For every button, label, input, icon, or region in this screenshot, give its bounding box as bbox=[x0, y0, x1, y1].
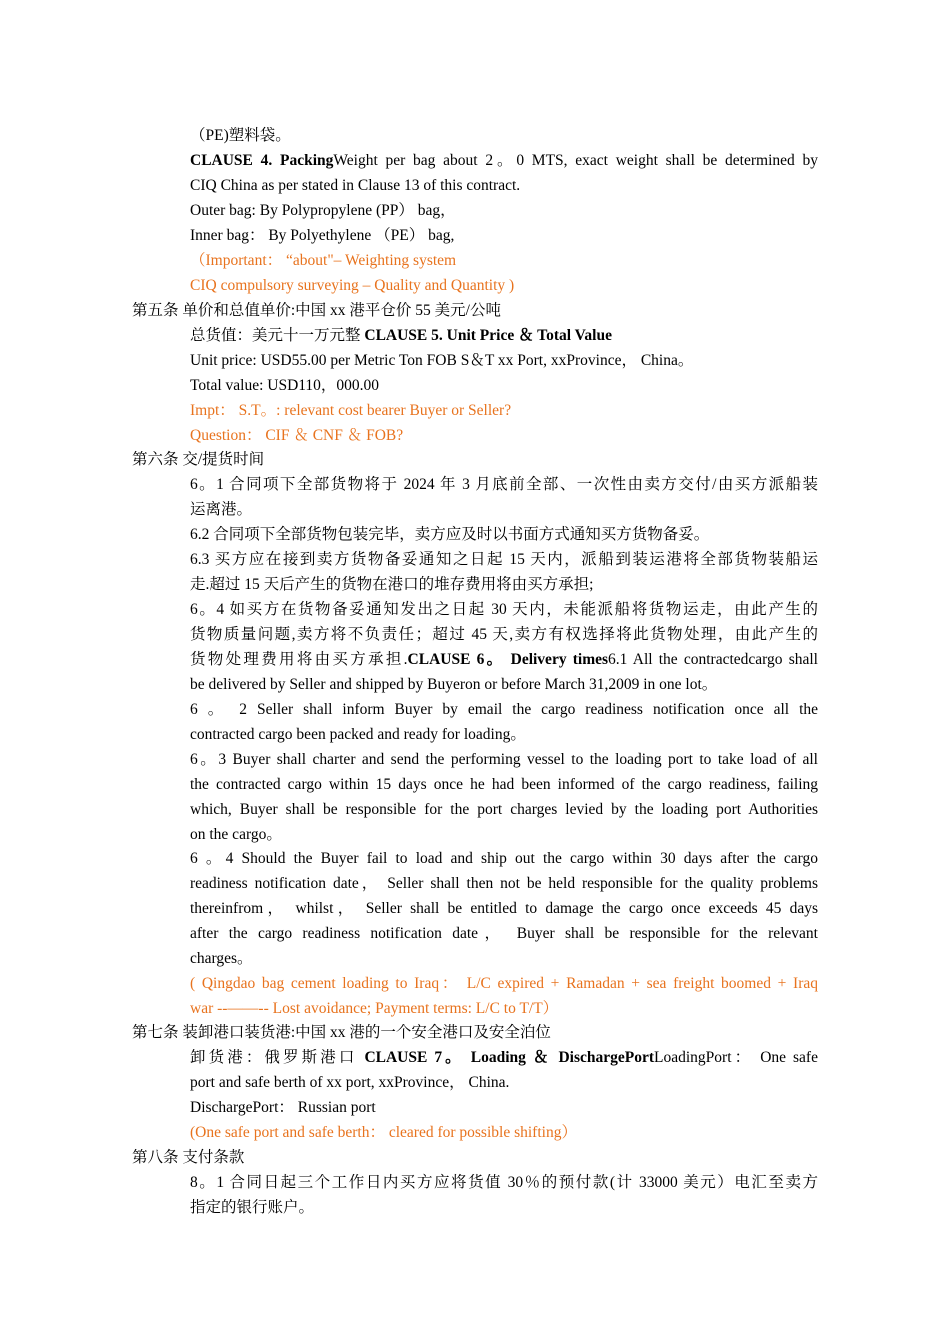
note-line: war --——-- Lost avoidance; Payment terms: L/C to T/T） bbox=[190, 1000, 559, 1017]
text-span: 货物处理费用将由买方承担. bbox=[190, 651, 408, 668]
clause-heading: CLAUSE 6。 Delivery times bbox=[407, 651, 609, 668]
text-line: after the cargo readiness notification date， Buyer shall be responsible for the relevant bbox=[190, 925, 818, 942]
clause-heading: CLAUSE 5. Unit Price ＆ Total Value bbox=[364, 327, 612, 344]
text-line bbox=[190, 323, 818, 348]
text-line: 6 。 2 Seller shall inform Buyer by email the cargo readiness notification once all the bbox=[190, 701, 818, 718]
note-line: (One safe port and safe berth： cleared for possible shifting） bbox=[190, 1124, 577, 1141]
text-line: Outer bag: By Polypropylene (PP） bag， bbox=[190, 202, 456, 219]
text-line: Total value: USD110，000.00 bbox=[190, 377, 380, 394]
note-line: ( Qingdao bag cement loading to Iraq： L/C expired + Ramadan + sea freight boomed + Iraq bbox=[190, 975, 818, 992]
text-line: readiness notification date， Seller shall then not be held responsible for the quality problems bbox=[190, 875, 818, 892]
text-line: 6。3 Buyer shall charter and send the performing vessel to the loading port to take load of all bbox=[190, 751, 818, 768]
text-line: 6。4 如买方在货物备妥通知发出之日起 30 天内，未能派船将货物运走，由此产生的 bbox=[190, 601, 818, 618]
text-line bbox=[190, 1045, 818, 1070]
text-line: 6 。4 Should the Buyer fail to load and ship out the cargo within 30 days after the cargo bbox=[190, 850, 818, 867]
text-span: Weight per bag about 2。0 MTS, exact weight shall be determined by bbox=[333, 152, 818, 169]
text-line: Unit price: USD55.00 per Metric Ton FOB S＆T xx Port, xxProvince， China。 bbox=[190, 352, 694, 369]
text-line: 走.超过 15 天后产生的货物在港口的堆存费用将由买方承担; bbox=[190, 576, 594, 593]
text-line: on the cargo。 bbox=[190, 826, 282, 843]
text-line: 指定的银行账户。 bbox=[190, 1199, 315, 1216]
text-line: 6。1 合同项下全部货物将于 2024 年 3 月底前全部、一次性由卖方交付/由买方派船装 bbox=[190, 476, 818, 493]
text-line bbox=[190, 647, 818, 672]
text-line: 8。1 合同日起三个工作日内买方应将货值 30％的预付款(计 33000 美元）电汇至卖方 bbox=[190, 1174, 818, 1191]
text-line: Inner bag： By Polyethylene （PE） bag, bbox=[190, 227, 455, 244]
text-line: 6.2 合同项下全部货物包装完毕，卖方应及时以书面方式通知买方货物备妥。 bbox=[190, 526, 710, 543]
text-line: port and safe berth of xx port, xxProvince， China. bbox=[190, 1074, 510, 1091]
text-span: LoadingPort： One safe bbox=[654, 1049, 818, 1066]
text-line: 运离港。 bbox=[190, 501, 253, 518]
text-span: 总货值：美元十一万元整 bbox=[190, 327, 365, 344]
text-line: CIQ China as per stated in Clause 13 of this contract. bbox=[190, 177, 521, 194]
article-heading: 第八条 支付条款 bbox=[132, 1149, 245, 1166]
text-line: thereinfrom， whilst， Seller shall be entitled to damage the cargo once exceeds 45 days bbox=[190, 900, 818, 917]
text-line: charges。 bbox=[190, 950, 253, 967]
text-line: 6.3 买方应在接到卖方货物备妥通知之日起 15 天内，派船到装运港将全部货物装船运 bbox=[190, 551, 818, 568]
note-line: Question： CIF ＆ CNF ＆ FOB? bbox=[190, 427, 404, 444]
article-heading: 第七条 装卸港口装货港:中国 xx 港的一个安全港口及安全泊位 bbox=[132, 1024, 551, 1041]
clause-heading: CLAUSE 7。 Loading ＆ DischargePort bbox=[364, 1049, 655, 1066]
text-line: be delivered by Seller and shipped by Buyeron or before March 31,2009 in one lot。 bbox=[190, 676, 718, 693]
note-line: （Important： “about"– Weighting system bbox=[190, 252, 457, 269]
note-line: CIQ compulsory surveying – Quality and Quantity ) bbox=[190, 277, 515, 294]
text-line: the contracted cargo within 15 days once he had been informed of the cargo readiness, failing bbox=[190, 776, 818, 793]
article-heading: 第五条 单价和总值单价:中国 xx 港平仓价 55 美元/公吨 bbox=[132, 302, 501, 319]
text-span: 6.1 All the contractedcargo shall bbox=[608, 651, 818, 668]
text-line: （PE)塑料袋。 bbox=[190, 127, 291, 144]
text-line: DischargePort： Russian port bbox=[190, 1099, 376, 1116]
article-heading: 第六条 交/提货时间 bbox=[132, 451, 265, 468]
text-line bbox=[190, 148, 818, 173]
text-line: which, Buyer shall be responsible for the port charges levied by the loading port Authorities bbox=[190, 801, 818, 818]
clause-heading: CLAUSE 4. Packing bbox=[190, 152, 334, 169]
text-span: 卸货港：俄罗斯港口 bbox=[190, 1049, 365, 1066]
text-line: contracted cargo been packed and ready for loading。 bbox=[190, 726, 526, 743]
note-line: Impt： S.T。: relevant cost bearer Buyer or Seller? bbox=[190, 402, 512, 419]
text-line: 货物质量问题,卖方将不负责任；超过 45 天,卖方有权选择将此货物处理，由此产生的 bbox=[190, 626, 818, 643]
